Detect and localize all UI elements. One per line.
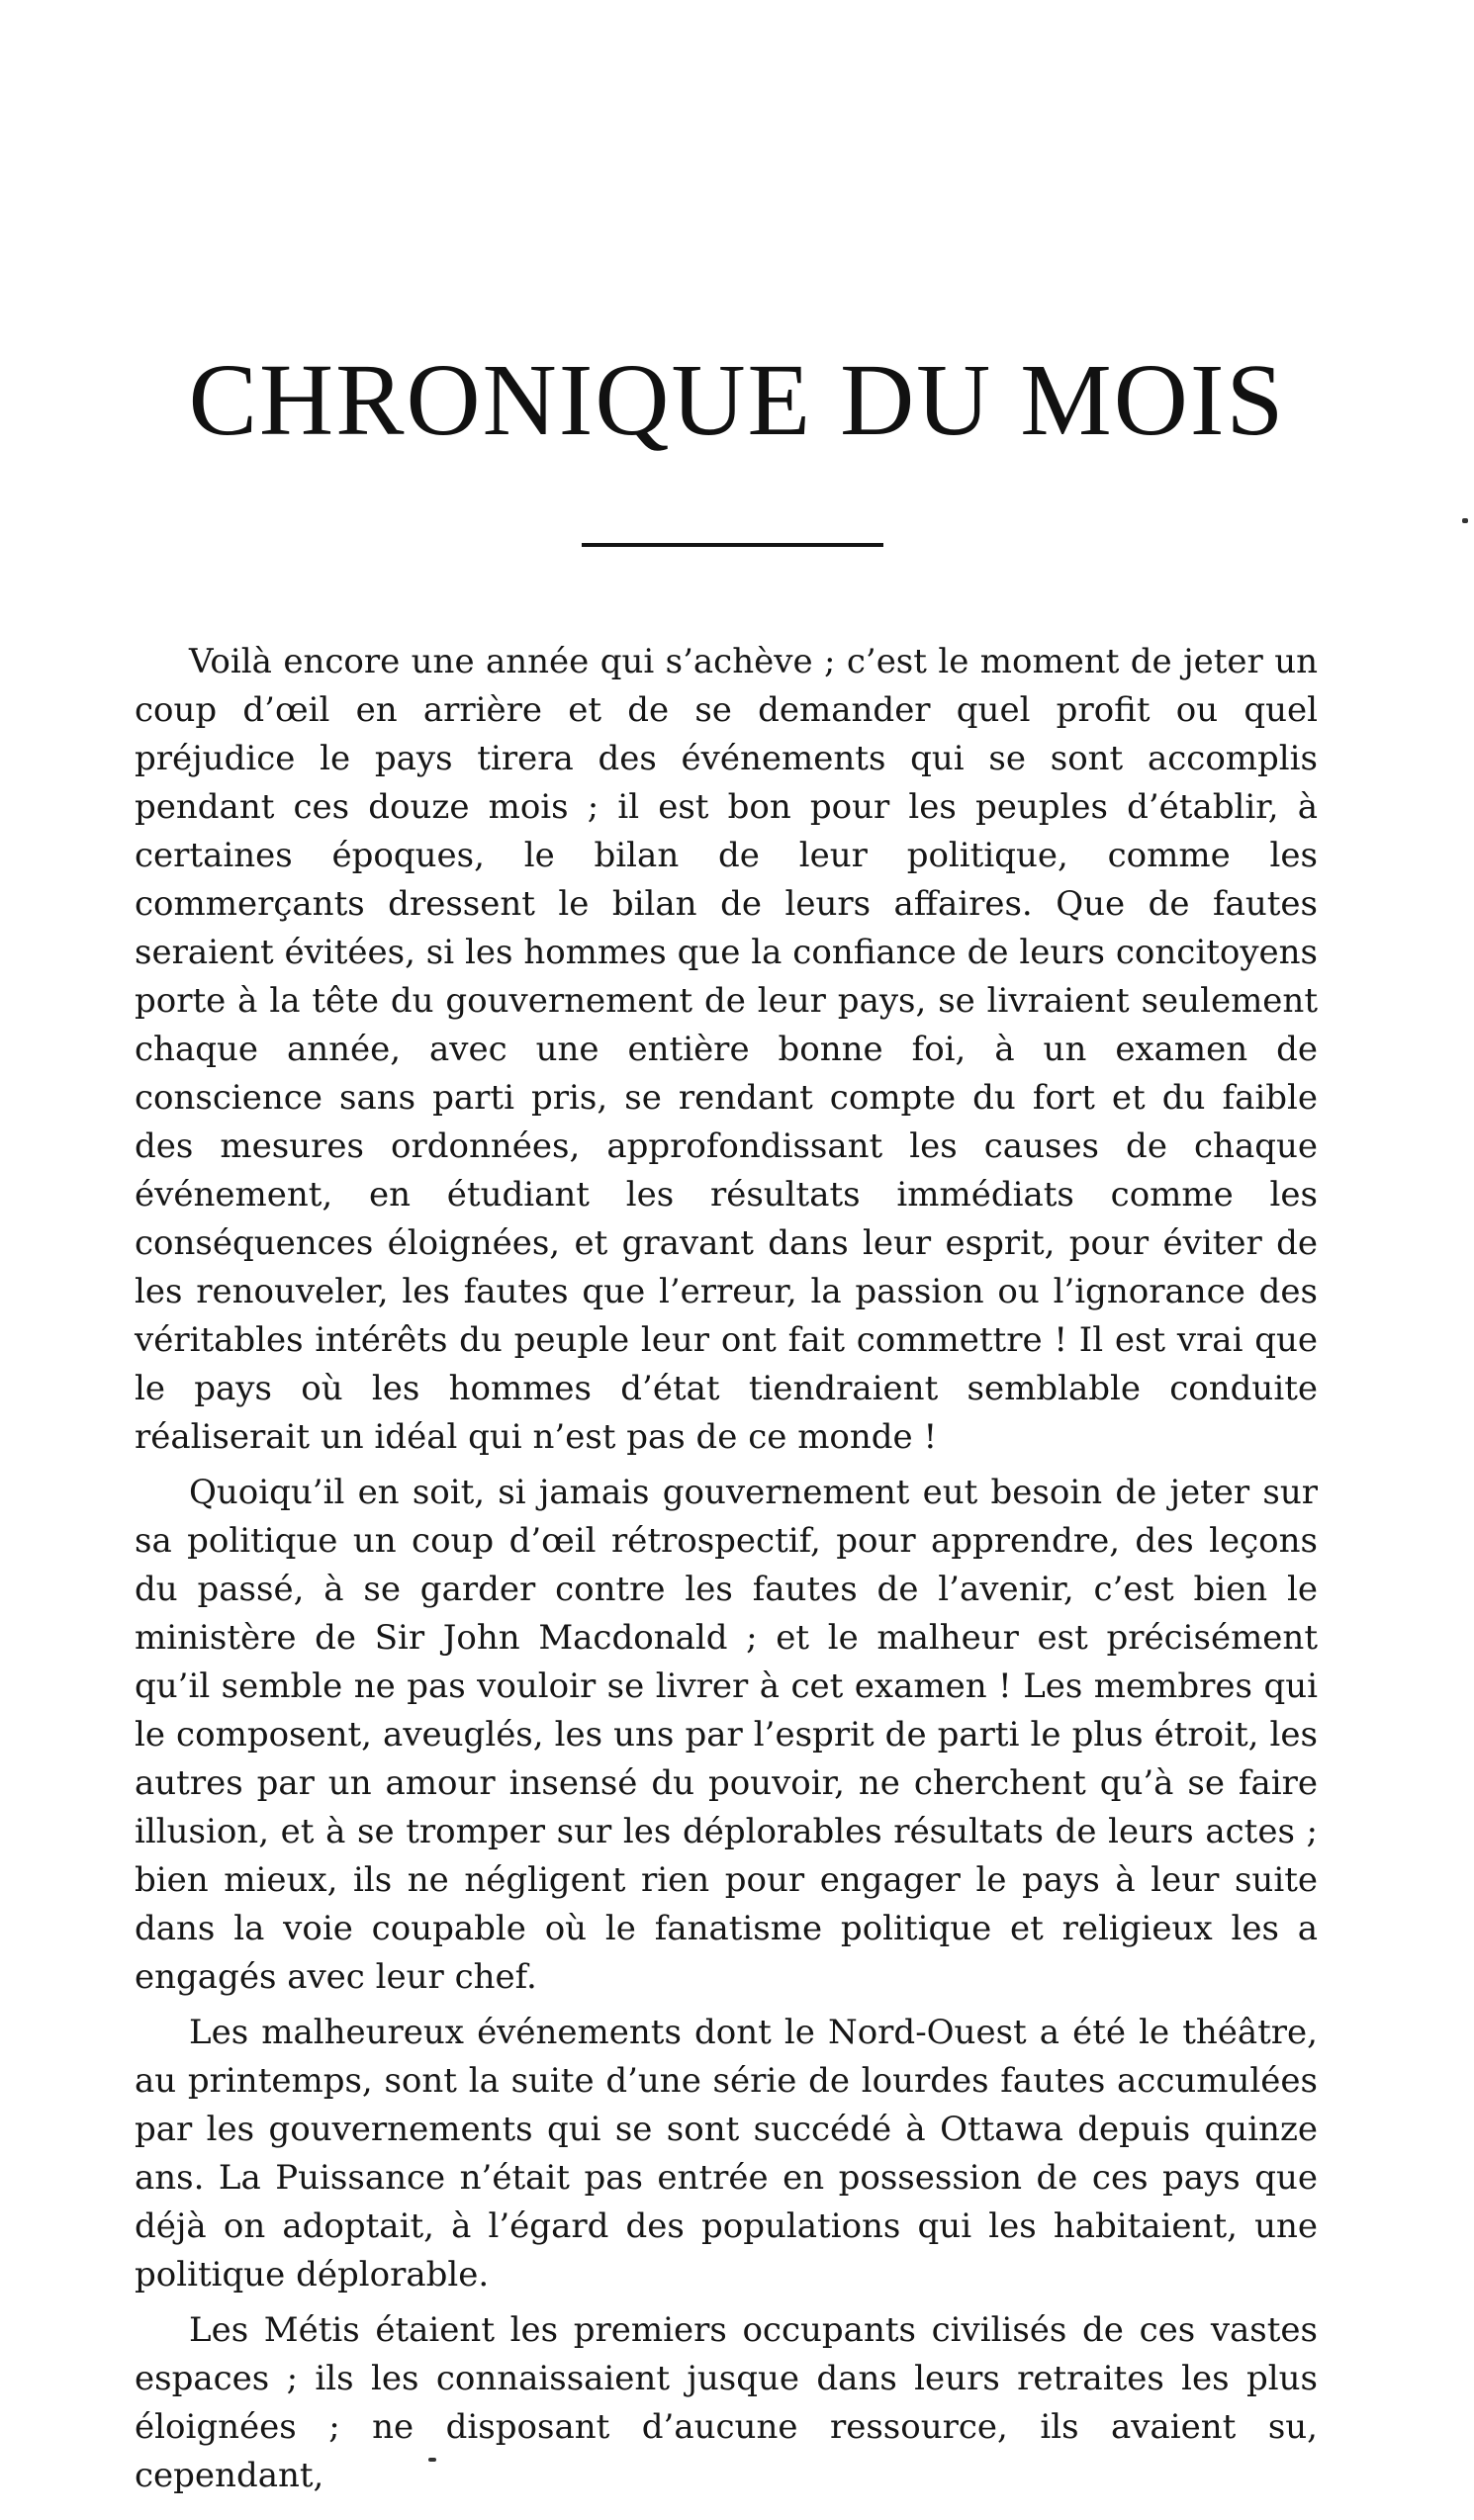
page-title: CHRONIQUE DU MOIS [188, 343, 1286, 457]
title-divider [582, 543, 883, 547]
paragraph-2: Quoiqu’il en soit, si jamais gouvernement eut besoin de jeter sur sa politique un coup d’œil rétrospectif, pour apprendre, des leçons du passé, à se garder contre les fautes de l’avenir, c’est bien le ministère de Sir John Macdonald ; et le malheur est précisément qu’il semble ne pas vouloir se livrer à cet examen ! Les membres qui le composent, aveuglés, les uns par l’esprit de parti le plus étroit, les autres par un amour insensé du pouvoir, ne cherchent qu’à se faire illusion, et à se tromper sur les déplorables résultats de leurs actes ; bien mieux, ils ne négligent rien pour engager le pays à leur suite dans la voie coupable où le fanatisme politique et religieux les a engagés avec leur chef. [135, 1473, 1318, 1997]
paragraph-1: Voilà encore une année qui s’achève ; c’est le moment de jeter un coup d’œil en arrière et de se demander quel profit ou quel préjudice le pays tirera des événements qui se sont accomplis pendant ces douze mois ; il est bon pour les peuples d’établir, à certaines époques, le bilan de leur politique, comme les commerçants dressent le bilan de leurs affaires. Que de fautes seraient évitées, si les hommes que la confiance de leurs concitoyens porte à la tête du gouvernement de leur pays, se livraient seulement chaque année, avec une entière bonne foi, à un examen de conscience sans parti pris, se rendant compte du fort et du faible des mesures ordonnées, approfondissant les causes de chaque événement, en étudiant les résultats immédiats comme les conséquences éloignées, et gravant dans leur esprit, pour éviter de les renouveler, les fautes que l’erreur, la passion ou l’ignorance des véritables intérêts du peuple leur ont fait commettre ! Il est vrai que le pays où les hommes d’état tiendraient semblable conduite réaliserait un idéal qui n’est pas de ce monde ! [135, 642, 1318, 1457]
paragraph-3: Les malheureux événements dont le Nord-Ouest a été le théâtre, au printemps, sont la suite d’une série de lourdes fautes accumulées par les gouvernements qui se sont succédé à Ottawa depuis quinze ans. La Puissance n’était pas entrée en possession de ces pays que déjà on adoptait, à l’égard des populations qui les habitaient, une politique déplorable. [135, 2013, 1318, 2295]
footer-ink-speck [428, 2458, 436, 2462]
article-body [135, 638, 1318, 2507]
margin-ink-speck [1462, 518, 1468, 523]
paragraph-4: Les Métis étaient les premiers occupants civilisés de ces vastes espaces ; ils les connaissaient jusque dans leurs retraites les plus éloignées ; ne disposant d’aucune ressource, ils avaient su, cependant, [135, 2310, 1318, 2495]
